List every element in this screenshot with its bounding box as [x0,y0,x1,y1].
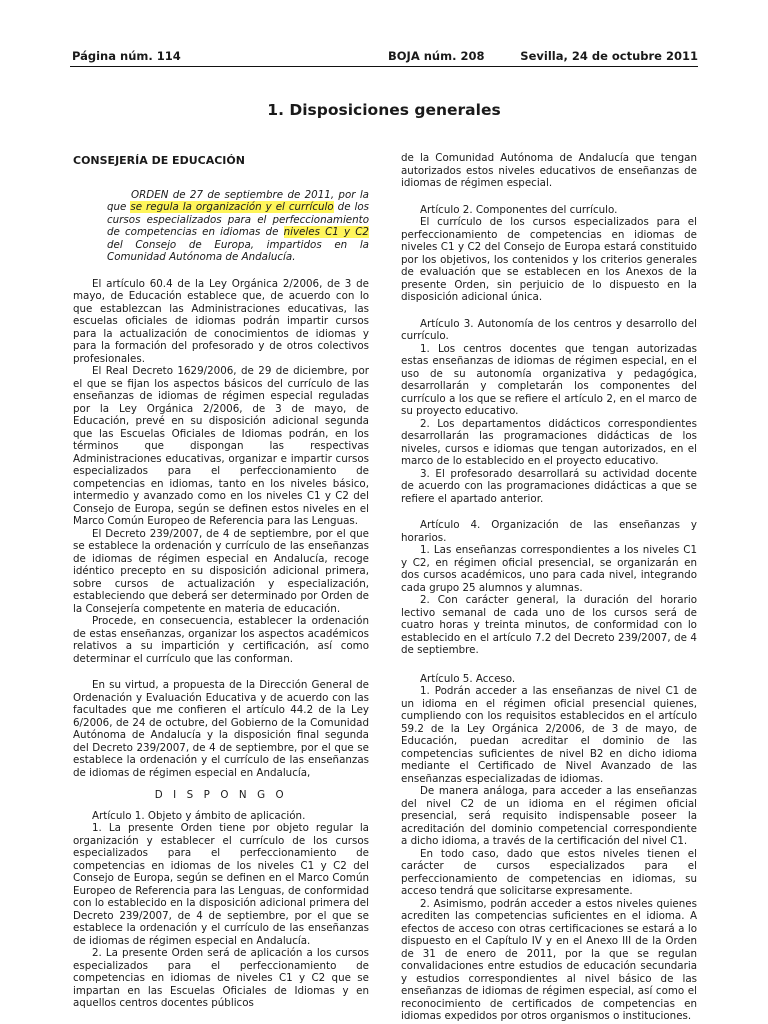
paragraph: 1. La presente Orden tiene por objeto regular la organización y establecer el currículo de los cursos especializados para el perfeccionamiento de competencias en idiomas de los niveles C1 y C2 del Consejo de Europa, según se definen en el Marco Común Europeo de Referencia para las Lenguas, de conformidad con lo establecido en la disposición adicional primera del Decreto 239/2007, de 4 de septiembre, por el que se establece la ordenación y el currículo de las enseñanzas de idiomas de régimen especial en Andalucía. [73,822,369,947]
section-title: 1. Disposiciones generales [267,101,501,119]
article-heading: Artículo 4. Organización de las enseñanzas y horarios. [401,519,697,544]
paragraph: 1. Las enseñanzas correspondientes a los niveles C1 y C2, en régimen oficial presencial, se organizarán en dos cursos académicos, uno para cada nivel, integrando cada grupo 25 alumnos y alumnas. [401,544,697,594]
paragraph: de la Comunidad Autónoma de Andalucía que tengan autorizados estos niveles educativos de enseñanzas de idiomas de régimen especial. [401,152,697,189]
department-heading: CONSEJERÍA DE EDUCACIÓN [73,154,245,167]
paragraph: 2. Con carácter general, la duración del horario lectivo semanal de cada uno de los cursos será de cuatro horas y treinta minutos, de conformidad con lo establecido en el artículo 7.2 del Decreto 239/2007, de 4 de septiembre. [401,594,697,656]
paragraph: 1. Los centros docentes que tengan autorizadas estas enseñanzas de idiomas de régimen especial, en el uso de su autonomía organizativa y pedagógica, desarrollarán y completarán los componentes del currículo a los que se refiere el artículo 2, en el marco de su proyecto educativo. [401,342,697,417]
article-heading: Artículo 5. Acceso. [420,672,516,685]
page-header [70,48,698,67]
highlighted-text-levels: niveles C1 y C2 [283,226,369,238]
paragraph: 3. El profesorado desarrollará su actividad docente de acuerdo con las programaciones didácticas a que se refiere el apartado anterior. [401,467,697,505]
right-column [401,152,697,1023]
paragraph: El artículo 60.4 de la Ley Orgánica 2/2006, de 3 de mayo, de Educación establece que, de acuerdo con lo que establezcan las Administraciones educativas, las escuelas oficiales de idiomas podrán impartir cursos para la actualización de conocimientos de idiomas y para la formación del profesorado y de otros colectivos profesionales. [73,277,369,365]
dispongo-heading: D I S P O N G O [154,789,288,801]
orden-summary [73,189,369,264]
paragraph: Procede, en consecuencia, establecer la ordenación de estas enseñanzas, organizar los aspectos académicos relativos a su impartición y certificación, así como determinar el currículo que las conforman. [73,615,369,665]
orden-text-post: del Consejo de Europa, impartidos en la Comunidad Autónoma de Andalucía. [107,238,369,263]
paragraph: 1. Podrán acceder a las enseñanzas de nivel C1 de un idioma en el régimen oficial presencial quienes, cumpliendo con los requisitos establecidos en el artículo 59.2 de la Ley Orgánica 2/2006, de 3 de mayo, de Educación, puedan acreditar el dominio de las competencias suficientes de nivel B2 en dicho idioma mediante el Certificado de Nivel Avanzado de las enseñanzas especializadas de idiomas. [401,685,697,785]
page-number: Página núm. 114 [72,49,181,63]
publication-date: Sevilla, 24 de octubre 2011 [520,49,698,63]
paragraph: El Real Decreto 1629/2006, de 29 de diciembre, por el que se fijan los aspectos básicos del currículo de las enseñanzas de idiomas de régimen especial reguladas por la Ley Orgánica 2/2006, de 3 de mayo, de Educación, prevé en su disposición adicional segunda que las Escuelas Oficiales de Idiomas podrán, en los términos que dispongan las respectivas Administraciones educativas, organizar e impartir cursos especializados para el perfeccionamiento de competencias en idiomas, tanto en los niveles básico, intermedio y avanzado como en los niveles C1 y C2 del Consejo de Europa, según se definen estos niveles en el Marco Común Europeo de Referencia para las Lenguas. [73,365,369,527]
paragraph: 2. Los departamentos didácticos correspondientes desarrollarán las programaciones didácticas de los niveles, cursos e idiomas que tengan autorizados, en el marco de lo establecido en el proyecto educativo. [401,417,697,467]
paragraph: En su virtud, a propuesta de la Dirección General de Ordenación y Evaluación Educativa y de acuerdo con las facultades que me confieren el artículo 44.2 de la Ley 6/2006, de 24 de octubre, del Gobierno de la Comunidad Autónoma de Andalucía y la disposición final segunda del Decreto 239/2007, de 4 de septiembre, por el que se establece la ordenación y el currículo de las enseñanzas de idiomas de régimen especial en Andalucía, [73,679,369,779]
orden-text-pre: ORDEN de 27 de septiembre de 2011, por la que [107,188,369,213]
paragraph: En todo caso, dado que estos niveles tienen el carácter de cursos especializados para el perfeccionamiento de competencias en idiomas, su acceso tendrá que solicitarse expresamente. [401,847,697,897]
paragraph: 2. Asimismo, podrán acceder a estos niveles quienes acrediten las competencias suficientes en el idioma. A efectos de acceso con otras certificaciones se estará a lo dispuesto en el Capítulo IV y en el Anexo III de la Orden de 31 de enero de 2011, por la que se regulan convalidaciones entre estudios de educación secundaria y estudios correspondientes al nivel básico de las enseñanzas de idiomas de régimen especial, así como el reconocimiento de certificados de competencias en idiomas expedidos por otros organismos o instituciones. [401,897,697,1022]
paragraph: El Decreto 239/2007, de 4 de septiembre, por el que se establece la ordenación y currículo de las enseñanzas de idiomas de régimen especial en Andalucía, recoge idéntico precepto en su disposición adicional primera, sobre cursos de actualización y especialización, estableciendo que deberá ser determinado por Orden de la Consejería competente en materia de educación. [73,527,369,615]
paragraph: El currículo de los cursos especializados para el perfeccionamiento de competencias en idiomas de niveles C1 y C2 del Consejo de Europa estará constituido por los objetivos, los contenidos y los criterios generales de evaluación que se establecen en los Anexos de la presente Orden, sin perjuicio de lo dispuesto en la disposición adicional única. [401,216,697,303]
paragraph: 2. La presente Orden será de aplicación a los cursos especializados para el perfeccionamiento de competencias en idiomas de niveles C1 y C2 que se impartan en las Escuelas Oficiales de Idiomas y en aquellos centros docentes públicos [73,947,369,1009]
article-heading: Artículo 3. Autonomía de los centros y desarrollo del currículo. [401,317,697,342]
article-heading: Artículo 2. Componentes del currículo. [420,203,618,216]
left-column [73,152,369,1010]
article-heading: Artículo 1. Objeto y ámbito de aplicación. [92,809,306,822]
paragraph: De manera análoga, para acceder a las enseñanzas del nivel C2 de un idioma en el régimen oficial presencial, será requisito indispensable poseer la acreditación del dominio competencial correspondiente a dicho idioma, a través de la certificación del nivel C1. [401,785,697,847]
orden-text-mid: de los cursos especializados para el perfeccionamiento de competencias en idiomas de [107,201,369,238]
highlighted-text-organization: se regula la organización y el currículo [130,201,334,213]
bulletin-number: BOJA núm. 208 [388,49,485,63]
